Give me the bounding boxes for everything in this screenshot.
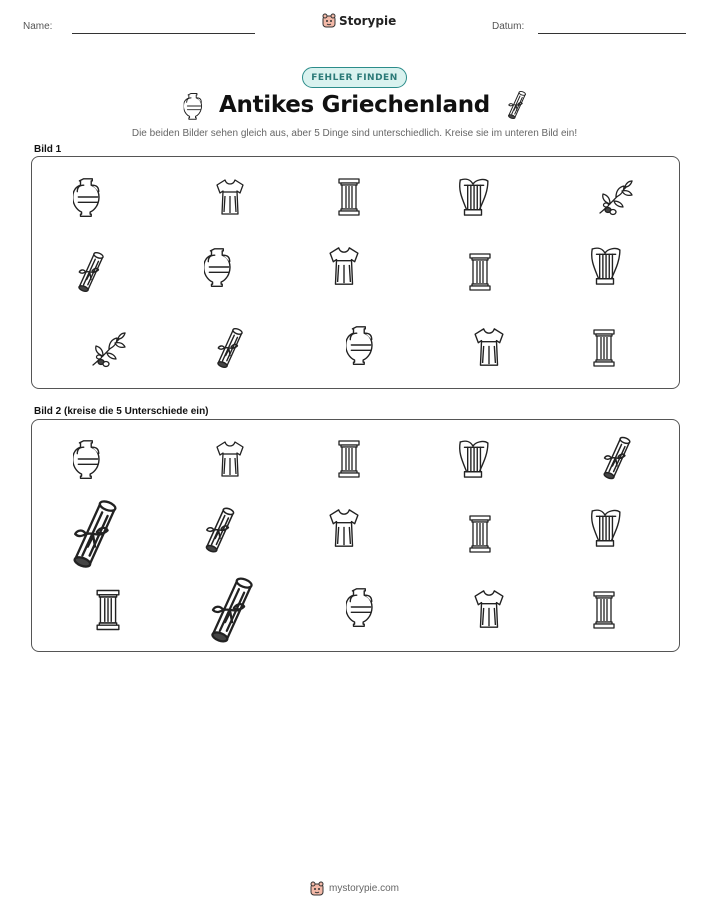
date-line[interactable] — [538, 33, 686, 34]
scroll-icon — [75, 249, 107, 295]
picture2-label: Bild 2 (kreise die 5 Unterschiede ein) — [34, 406, 209, 417]
storypie-mascot-icon — [310, 881, 324, 896]
date-label: Datum: — [492, 21, 525, 32]
picture1-panel — [31, 156, 680, 389]
lyre-icon[interactable] — [588, 504, 622, 552]
footer — [0, 881, 709, 896]
olive-branch-icon — [89, 327, 129, 371]
scroll-icon[interactable] — [600, 434, 634, 482]
tunic-icon[interactable] — [328, 504, 360, 552]
olive-branch-icon — [596, 175, 636, 219]
name-line[interactable] — [72, 33, 255, 34]
scroll-icon[interactable] — [206, 574, 258, 646]
amphora-icon[interactable] — [346, 582, 376, 632]
storypie-mascot-icon — [322, 13, 336, 28]
amphora-icon — [204, 245, 234, 289]
column-icon[interactable] — [95, 586, 121, 634]
column-icon[interactable] — [592, 586, 616, 634]
scroll-icon[interactable] — [202, 504, 238, 556]
brand-name: Storypie — [339, 13, 397, 28]
column-icon — [592, 325, 616, 371]
column-icon[interactable] — [468, 510, 492, 558]
scroll-icon — [505, 90, 529, 125]
page-title: Antikes Griechenland — [219, 92, 490, 118]
amphora-icon — [346, 321, 376, 369]
column-icon — [337, 175, 361, 219]
lyre-icon[interactable] — [456, 436, 490, 482]
tunic-icon[interactable] — [215, 436, 245, 482]
name-label: Name: — [23, 21, 53, 32]
picture2-panel[interactable] — [31, 419, 680, 652]
scroll-icon[interactable] — [66, 498, 124, 570]
worksheet-type-badge: FEHLER FINDEN — [302, 67, 407, 88]
footer-url[interactable]: mystorypie.com — [328, 883, 399, 894]
column-icon[interactable] — [337, 436, 361, 482]
lyre-icon — [588, 243, 622, 289]
tunic-icon[interactable] — [473, 584, 505, 634]
tunic-icon — [328, 243, 360, 289]
storypie-logo — [322, 13, 396, 28]
scroll-icon — [214, 323, 246, 373]
lyre-icon — [456, 175, 490, 219]
amphora-icon — [73, 175, 103, 219]
tunic-icon — [473, 323, 505, 371]
amphora-icon[interactable] — [73, 436, 103, 482]
picture1-label: Bild 1 — [34, 144, 62, 155]
tunic-icon — [215, 175, 245, 219]
instructions: Die beiden Bilder sehen gleich aus, aber 5 Dinge sind unterschiedlich. Kreise sie im unteren Bild ein! — [131, 128, 578, 139]
column-icon — [468, 249, 492, 295]
